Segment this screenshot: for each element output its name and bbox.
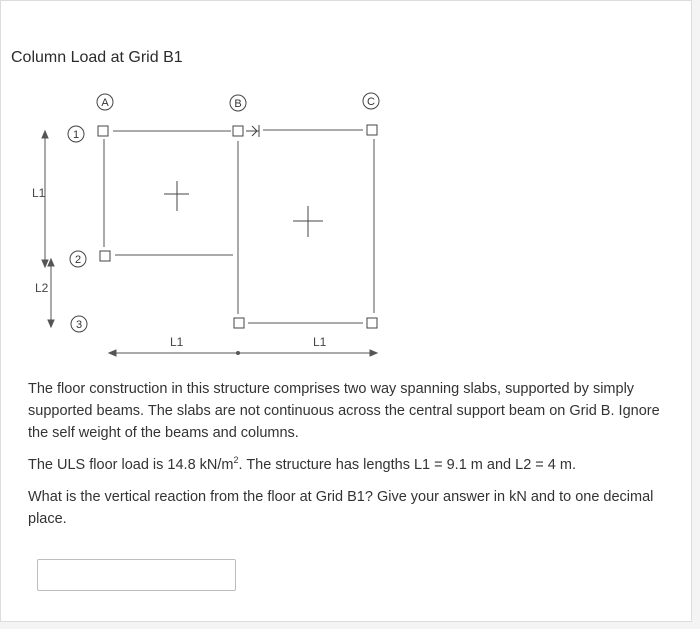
structure-plan-diagram (1, 1, 693, 371)
load-text-superscript: 2 (233, 455, 239, 466)
question-title: Column Load at Grid B1 (11, 49, 183, 66)
paragraph-loads (28, 454, 668, 476)
paragraph-question: What is the vertical reaction from the floor at Grid B1? Give your answer in kN and to one decimal place. (28, 489, 654, 527)
dim-label-left-l1: L1 (32, 186, 46, 200)
slab-centre-mark-1 (164, 181, 189, 211)
dim-arrow-bottom (109, 350, 377, 356)
grid-label-a: A (101, 97, 109, 109)
grid-bubble-b (230, 95, 246, 111)
dim-label-bottom-l1-right: L1 (313, 335, 327, 349)
grid-label-2: 2 (74, 254, 82, 266)
column-b1 (233, 126, 243, 136)
grid-label-1: 1 (72, 129, 80, 141)
slab-centre-mark-2 (293, 206, 323, 237)
dim-label-bottom-l1-left: L1 (170, 335, 184, 349)
dim-arrow-left-l2 (48, 259, 54, 327)
column-a1 (98, 126, 108, 136)
column-c3 (367, 318, 377, 328)
grid-bubble-c (363, 93, 379, 109)
grid-label-c: C (367, 96, 375, 108)
load-text-a: The ULS floor load is 14.8 kN/m (28, 457, 234, 473)
grid-bubble-1 (68, 126, 84, 142)
reaction-arrow-b1 (246, 125, 259, 137)
column-c1 (367, 125, 377, 135)
grid-bubble-3 (71, 316, 87, 332)
column-b3 (234, 318, 244, 328)
grid-label-3: 3 (75, 319, 83, 331)
paragraph-construction: The floor construction in this structure comprises two way spanning slabs, supported by simply supported beams. The slabs are not continuous across the central support beam on Grid B. Ignore the self weight of the beams and columns. (28, 381, 660, 441)
column-a2 (100, 251, 110, 261)
grid-label-b: B (234, 98, 242, 110)
load-text-b: . The structure has lengths L1 = 9.1 m and L2 = 4 m. (238, 457, 576, 473)
grid-bubble-a (97, 94, 113, 110)
grid-bubble-2 (70, 251, 86, 267)
answer-input[interactable] (37, 559, 236, 591)
question-text (28, 378, 668, 540)
dim-label-left-l2: L2 (35, 281, 49, 295)
